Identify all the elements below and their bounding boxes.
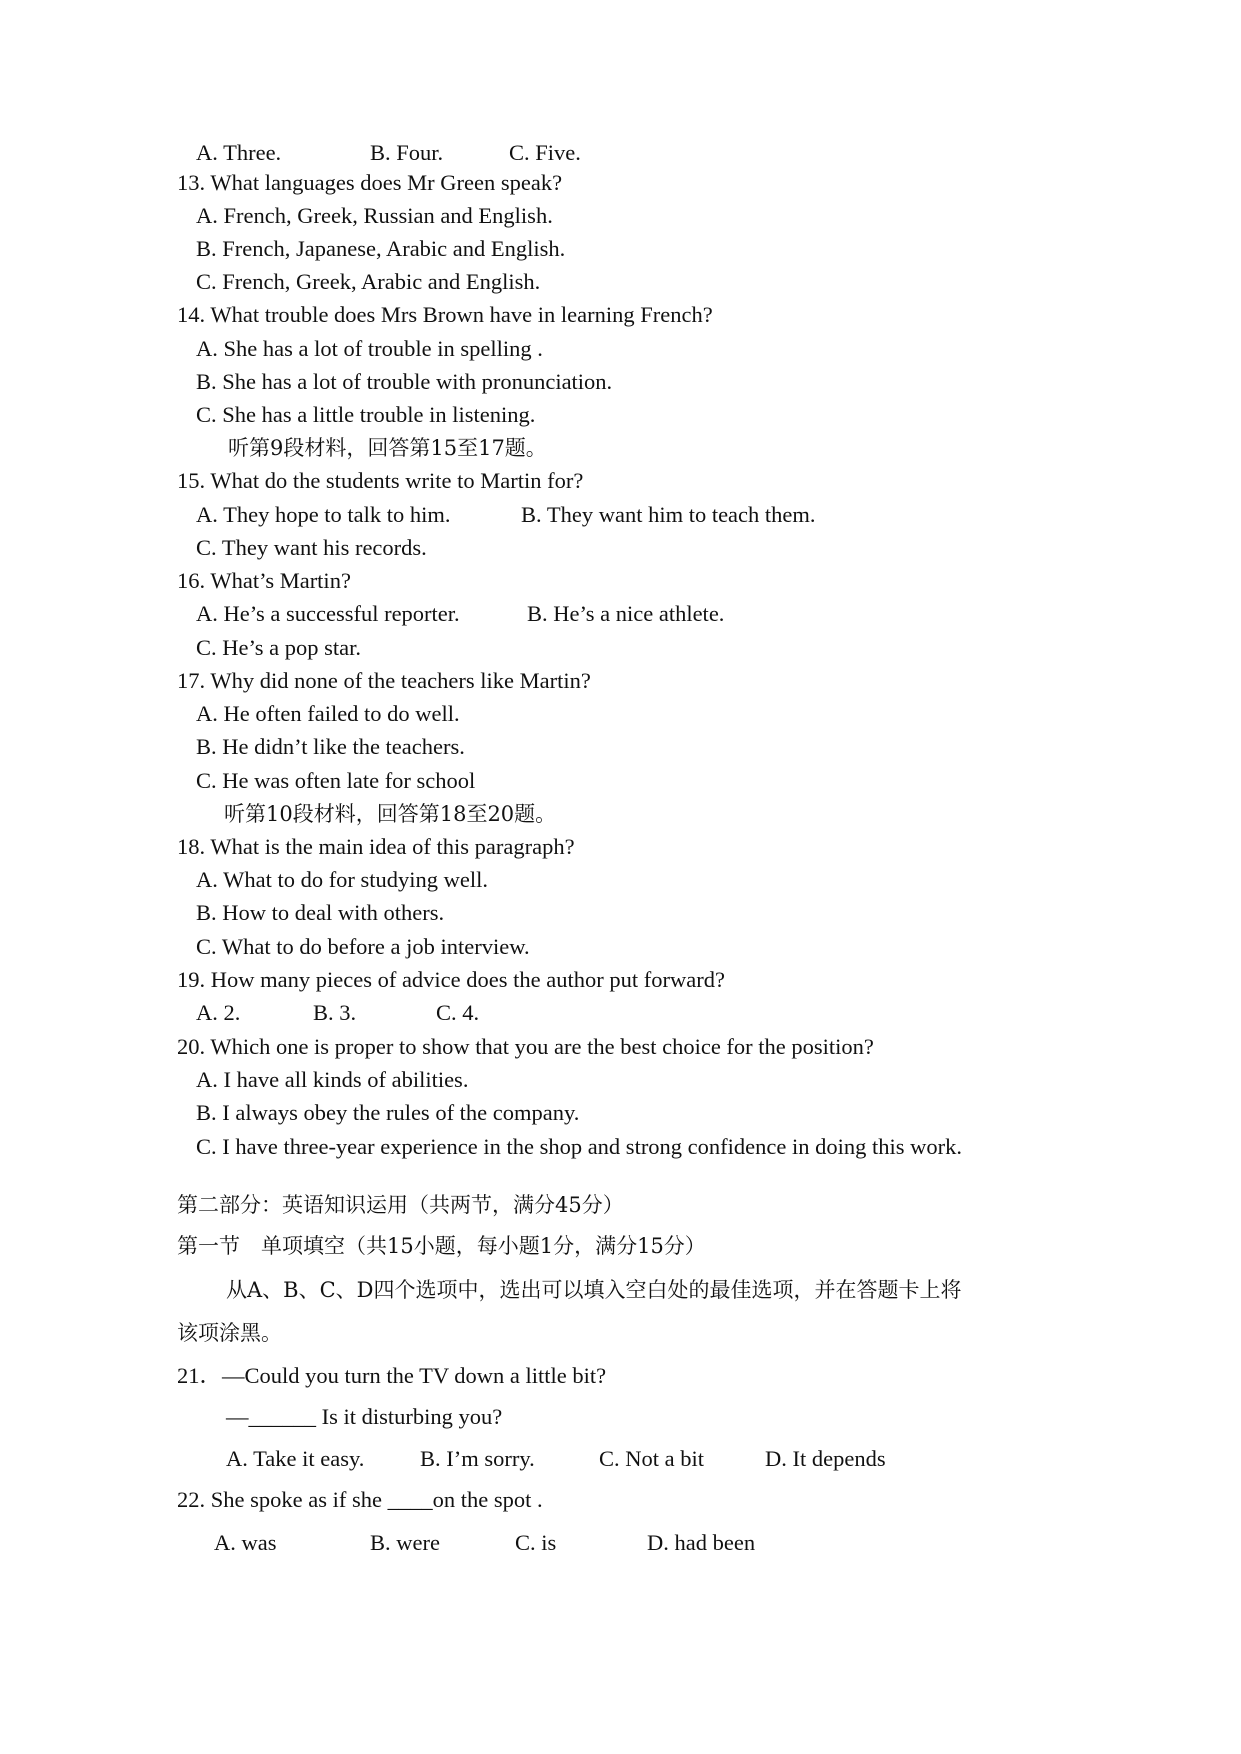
q18-option-c: C. What to do before a job interview. xyxy=(196,934,530,959)
q22-option-a: A. was xyxy=(214,1530,277,1555)
section1-heading: 第一节 单项填空（共15小题，每小题1分，满分15分） xyxy=(177,1234,706,1258)
q19-stem: 19. How many pieces of advice does the author put forward? xyxy=(177,967,725,992)
q21-stem: 21．—Could you turn the TV down a little bit? xyxy=(177,1363,607,1388)
q19-option-b: B. 3. xyxy=(313,1000,357,1025)
part2-heading: 第二部分：英语知识运用（共两节，满分45分） xyxy=(177,1193,624,1217)
q21-reply: —______ Is it disturbing you? xyxy=(226,1404,503,1429)
q20-option-c: C. I have three-year experience in the shop and strong confidence in doing this work. xyxy=(196,1134,962,1159)
q22-option-b: B. were xyxy=(370,1530,440,1555)
q17-option-b: B. He didn’t like the teachers. xyxy=(196,734,465,759)
q15-stem: 15. What do the students write to Martin for? xyxy=(177,468,584,493)
q21-option-b: B. I’m sorry. xyxy=(420,1446,535,1471)
q15-option-c: C. They want his records. xyxy=(196,535,427,560)
q21-option-a: A. Take it easy. xyxy=(226,1446,365,1471)
instruction-line-1: 从A、B、C、D四个选项中，选出可以填入空白处的最佳选项，并在答题卡上将 xyxy=(226,1278,962,1302)
section9-instruction: 听第9段材料，回答第15至17题。 xyxy=(228,436,547,460)
q18-option-a: A. What to do for studying well. xyxy=(196,867,489,892)
q22-option-d: D. had been xyxy=(647,1530,756,1555)
q16-stem: 16. What’s Martin? xyxy=(177,568,351,593)
q14-stem: 14. What trouble does Mrs Brown have in learning French? xyxy=(177,302,713,327)
q20-option-b: B. I always obey the rules of the company. xyxy=(196,1100,580,1125)
q21-option-d: D. It depends xyxy=(765,1446,886,1471)
q19-option-a: A. 2. xyxy=(196,1000,241,1025)
q13-option-a: A. French, Greek, Russian and English. xyxy=(196,203,553,228)
q14-option-c: C. She has a little trouble in listening. xyxy=(196,402,536,427)
q17-option-c: C. He was often late for school xyxy=(196,768,476,793)
q20-stem: 20. Which one is proper to show that you are the best choice for the position? xyxy=(177,1034,874,1059)
q13-stem: 13. What languages does Mr Green speak? xyxy=(177,170,563,195)
q22-stem: 22. She spoke as if she ____on the spot . xyxy=(177,1487,543,1512)
q12-option-a: A. Three. xyxy=(196,140,282,165)
q20-option-a: A. I have all kinds of abilities. xyxy=(196,1067,469,1092)
q13-option-c: C. French, Greek, Arabic and English. xyxy=(196,269,541,294)
q14-option-b: B. She has a lot of trouble with pronunciation. xyxy=(196,369,613,394)
q17-stem: 17. Why did none of the teachers like Martin? xyxy=(177,668,591,693)
q21-option-c: C. Not a bit xyxy=(599,1446,704,1471)
q12-option-c: C. Five. xyxy=(509,140,581,165)
section10-instruction: 听第10段材料，回答第18至20题。 xyxy=(224,802,557,826)
q15-option-b: B. They want him to teach them. xyxy=(521,502,816,527)
q18-option-b: B. How to deal with others. xyxy=(196,900,445,925)
q18-stem: 18. What is the main idea of this paragraph? xyxy=(177,834,575,859)
q19-option-c: C. 4. xyxy=(436,1000,480,1025)
q22-option-c: C. is xyxy=(515,1530,557,1555)
q14-option-a: A. She has a lot of trouble in spelling . xyxy=(196,336,543,361)
q17-option-a: A. He often failed to do well. xyxy=(196,701,460,726)
q16-option-a: A. He’s a successful reporter. xyxy=(196,601,460,626)
q16-option-b: B. He’s a nice athlete. xyxy=(527,601,725,626)
q15-option-a: A. They hope to talk to him. xyxy=(196,502,451,527)
q13-option-b: B. French, Japanese, Arabic and English. xyxy=(196,236,566,261)
q12-option-b: B. Four. xyxy=(370,140,444,165)
instruction-line-2: 该项涂黑。 xyxy=(177,1321,282,1345)
q16-option-c: C. He’s a pop star. xyxy=(196,635,361,660)
